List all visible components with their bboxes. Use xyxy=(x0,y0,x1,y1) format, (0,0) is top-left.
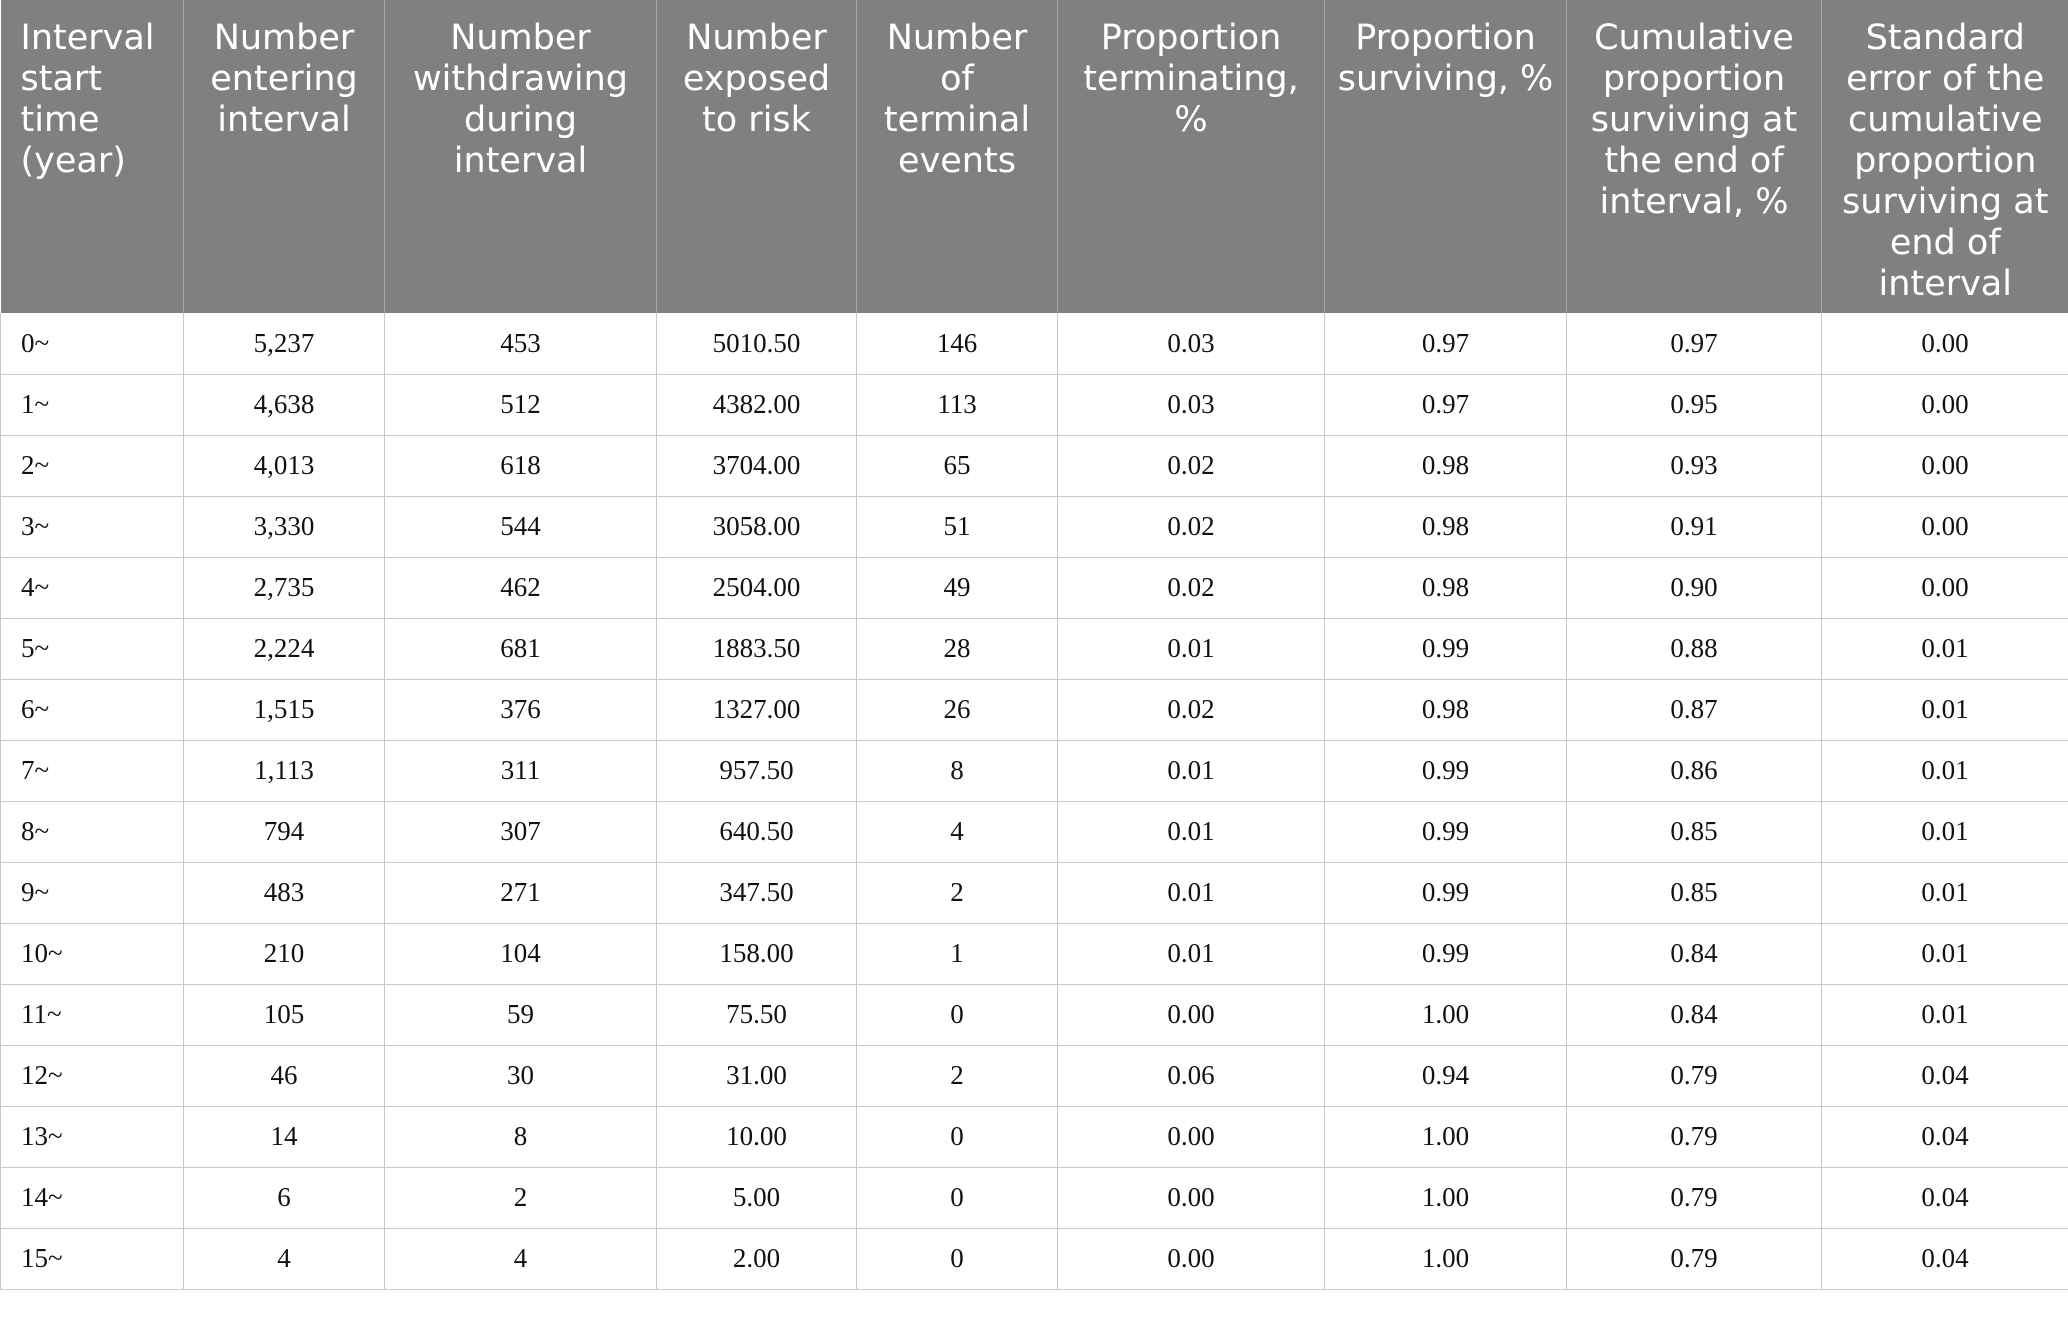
cell-number-exposed: 3058.00 xyxy=(657,496,857,557)
cell-cumulative-proportion: 0.79 xyxy=(1567,1167,1822,1228)
cell-number-withdrawing: 59 xyxy=(385,984,657,1045)
cell-proportion-surviving: 0.99 xyxy=(1325,862,1567,923)
cell-number-entering: 2,735 xyxy=(184,557,385,618)
table-row xyxy=(1,1106,2068,1167)
cell-standard-error: 0.01 xyxy=(1822,679,2068,740)
cell-number-withdrawing: 30 xyxy=(385,1045,657,1106)
cell-terminal-events: 4 xyxy=(857,801,1058,862)
header-interval-start-time: Interval start time (year) xyxy=(1,0,184,313)
cell-proportion-surviving: 0.98 xyxy=(1325,679,1567,740)
cell-number-withdrawing: 104 xyxy=(385,923,657,984)
table-row xyxy=(1,862,2068,923)
cell-proportion-surviving: 0.98 xyxy=(1325,496,1567,557)
cell-number-withdrawing: 2 xyxy=(385,1167,657,1228)
cell-proportion-surviving: 0.97 xyxy=(1325,313,1567,374)
cell-number-exposed: 5.00 xyxy=(657,1167,857,1228)
cell-terminal-events: 113 xyxy=(857,374,1058,435)
cell-number-exposed: 10.00 xyxy=(657,1106,857,1167)
table-row xyxy=(1,1045,2068,1106)
cell-interval-start: 14~ xyxy=(1,1167,184,1228)
cell-standard-error: 0.01 xyxy=(1822,618,2068,679)
cell-number-entering: 6 xyxy=(184,1167,385,1228)
cell-number-withdrawing: 462 xyxy=(385,557,657,618)
cell-number-entering: 794 xyxy=(184,801,385,862)
cell-number-entering: 1,113 xyxy=(184,740,385,801)
table-row xyxy=(1,557,2068,618)
cell-proportion-surviving: 1.00 xyxy=(1325,1106,1567,1167)
cell-number-entering: 3,330 xyxy=(184,496,385,557)
cell-cumulative-proportion: 0.85 xyxy=(1567,862,1822,923)
cell-interval-start: 4~ xyxy=(1,557,184,618)
cell-proportion-terminating: 0.01 xyxy=(1058,801,1325,862)
cell-standard-error: 0.01 xyxy=(1822,801,2068,862)
header-row xyxy=(1,0,2068,313)
cell-proportion-terminating: 0.00 xyxy=(1058,1228,1325,1289)
cell-number-entering: 14 xyxy=(184,1106,385,1167)
cell-interval-start: 15~ xyxy=(1,1228,184,1289)
header-number-exposed: Number exposed to risk xyxy=(657,0,857,313)
cell-number-withdrawing: 307 xyxy=(385,801,657,862)
cell-number-withdrawing: 8 xyxy=(385,1106,657,1167)
cell-proportion-surviving: 0.99 xyxy=(1325,740,1567,801)
table-row xyxy=(1,801,2068,862)
cell-terminal-events: 51 xyxy=(857,496,1058,557)
cell-terminal-events: 0 xyxy=(857,1228,1058,1289)
cell-terminal-events: 28 xyxy=(857,618,1058,679)
cell-proportion-surviving: 1.00 xyxy=(1325,984,1567,1045)
cell-number-exposed: 75.50 xyxy=(657,984,857,1045)
cell-terminal-events: 26 xyxy=(857,679,1058,740)
cell-number-entering: 483 xyxy=(184,862,385,923)
cell-interval-start: 3~ xyxy=(1,496,184,557)
cell-terminal-events: 65 xyxy=(857,435,1058,496)
table-row xyxy=(1,496,2068,557)
cell-number-exposed: 3704.00 xyxy=(657,435,857,496)
cell-proportion-terminating: 0.01 xyxy=(1058,740,1325,801)
cell-number-withdrawing: 618 xyxy=(385,435,657,496)
cell-standard-error: 0.04 xyxy=(1822,1228,2068,1289)
table-row xyxy=(1,679,2068,740)
cell-proportion-terminating: 0.00 xyxy=(1058,984,1325,1045)
cell-proportion-surviving: 0.99 xyxy=(1325,923,1567,984)
cell-proportion-surviving: 0.98 xyxy=(1325,435,1567,496)
table-body xyxy=(1,313,2068,1289)
cell-proportion-terminating: 0.02 xyxy=(1058,435,1325,496)
cell-number-withdrawing: 544 xyxy=(385,496,657,557)
cell-proportion-terminating: 0.03 xyxy=(1058,313,1325,374)
cell-terminal-events: 49 xyxy=(857,557,1058,618)
cell-number-exposed: 2.00 xyxy=(657,1228,857,1289)
header-cumulative-proportion: Cumulative proportion surviving at the end of interval, % xyxy=(1567,0,1822,313)
cell-number-exposed: 1883.50 xyxy=(657,618,857,679)
table-row xyxy=(1,740,2068,801)
cell-interval-start: 7~ xyxy=(1,740,184,801)
table-row xyxy=(1,435,2068,496)
cell-cumulative-proportion: 0.84 xyxy=(1567,923,1822,984)
cell-standard-error: 0.01 xyxy=(1822,740,2068,801)
table-row xyxy=(1,1167,2068,1228)
cell-standard-error: 0.04 xyxy=(1822,1106,2068,1167)
cell-cumulative-proportion: 0.90 xyxy=(1567,557,1822,618)
cell-standard-error: 0.01 xyxy=(1822,984,2068,1045)
cell-proportion-surviving: 0.97 xyxy=(1325,374,1567,435)
cell-standard-error: 0.04 xyxy=(1822,1167,2068,1228)
cell-proportion-terminating: 0.02 xyxy=(1058,496,1325,557)
header-proportion-terminating: Proportion terminating, % xyxy=(1058,0,1325,313)
cell-interval-start: 1~ xyxy=(1,374,184,435)
cell-terminal-events: 0 xyxy=(857,984,1058,1045)
cell-interval-start: 9~ xyxy=(1,862,184,923)
cell-terminal-events: 0 xyxy=(857,1106,1058,1167)
cell-number-exposed: 347.50 xyxy=(657,862,857,923)
cell-cumulative-proportion: 0.84 xyxy=(1567,984,1822,1045)
cell-number-exposed: 640.50 xyxy=(657,801,857,862)
cell-proportion-terminating: 0.02 xyxy=(1058,557,1325,618)
cell-proportion-terminating: 0.01 xyxy=(1058,618,1325,679)
cell-number-exposed: 1327.00 xyxy=(657,679,857,740)
cell-number-entering: 4 xyxy=(184,1228,385,1289)
cell-cumulative-proportion: 0.91 xyxy=(1567,496,1822,557)
cell-interval-start: 13~ xyxy=(1,1106,184,1167)
cell-cumulative-proportion: 0.93 xyxy=(1567,435,1822,496)
table-row xyxy=(1,923,2068,984)
table-row xyxy=(1,313,2068,374)
cell-cumulative-proportion: 0.88 xyxy=(1567,618,1822,679)
cell-cumulative-proportion: 0.79 xyxy=(1567,1106,1822,1167)
cell-proportion-terminating: 0.01 xyxy=(1058,862,1325,923)
cell-number-exposed: 31.00 xyxy=(657,1045,857,1106)
cell-cumulative-proportion: 0.87 xyxy=(1567,679,1822,740)
cell-standard-error: 0.01 xyxy=(1822,923,2068,984)
cell-interval-start: 0~ xyxy=(1,313,184,374)
cell-proportion-surviving: 1.00 xyxy=(1325,1228,1567,1289)
cell-number-entering: 4,013 xyxy=(184,435,385,496)
cell-cumulative-proportion: 0.85 xyxy=(1567,801,1822,862)
cell-proportion-terminating: 0.01 xyxy=(1058,923,1325,984)
cell-proportion-terminating: 0.00 xyxy=(1058,1167,1325,1228)
cell-terminal-events: 8 xyxy=(857,740,1058,801)
cell-number-exposed: 2504.00 xyxy=(657,557,857,618)
header-proportion-surviving: Proportion surviving, % xyxy=(1325,0,1567,313)
cell-proportion-terminating: 0.06 xyxy=(1058,1045,1325,1106)
cell-cumulative-proportion: 0.79 xyxy=(1567,1228,1822,1289)
cell-cumulative-proportion: 0.86 xyxy=(1567,740,1822,801)
cell-interval-start: 12~ xyxy=(1,1045,184,1106)
cell-standard-error: 0.00 xyxy=(1822,435,2068,496)
cell-terminal-events: 1 xyxy=(857,923,1058,984)
header-standard-error: Standard error of the cumulative proportion surviving at end of interval xyxy=(1822,0,2068,313)
cell-proportion-terminating: 0.02 xyxy=(1058,679,1325,740)
cell-interval-start: 6~ xyxy=(1,679,184,740)
table-row xyxy=(1,618,2068,679)
cell-terminal-events: 2 xyxy=(857,862,1058,923)
cell-cumulative-proportion: 0.79 xyxy=(1567,1045,1822,1106)
cell-interval-start: 5~ xyxy=(1,618,184,679)
cell-number-withdrawing: 512 xyxy=(385,374,657,435)
cell-interval-start: 11~ xyxy=(1,984,184,1045)
cell-proportion-terminating: 0.00 xyxy=(1058,1106,1325,1167)
cell-standard-error: 0.04 xyxy=(1822,1045,2068,1106)
cell-proportion-terminating: 0.03 xyxy=(1058,374,1325,435)
header-terminal-events: Number of terminal events xyxy=(857,0,1058,313)
table-header xyxy=(1,0,2068,313)
cell-number-entering: 1,515 xyxy=(184,679,385,740)
cell-terminal-events: 146 xyxy=(857,313,1058,374)
cell-number-exposed: 158.00 xyxy=(657,923,857,984)
cell-interval-start: 8~ xyxy=(1,801,184,862)
cell-standard-error: 0.00 xyxy=(1822,557,2068,618)
cell-standard-error: 0.00 xyxy=(1822,374,2068,435)
table-row xyxy=(1,984,2068,1045)
cell-interval-start: 2~ xyxy=(1,435,184,496)
cell-proportion-surviving: 0.94 xyxy=(1325,1045,1567,1106)
cell-terminal-events: 2 xyxy=(857,1045,1058,1106)
cell-terminal-events: 0 xyxy=(857,1167,1058,1228)
cell-number-withdrawing: 376 xyxy=(385,679,657,740)
cell-cumulative-proportion: 0.97 xyxy=(1567,313,1822,374)
cell-number-exposed: 957.50 xyxy=(657,740,857,801)
cell-number-exposed: 5010.50 xyxy=(657,313,857,374)
table-row xyxy=(1,1228,2068,1289)
cell-standard-error: 0.00 xyxy=(1822,496,2068,557)
cell-proportion-surviving: 0.99 xyxy=(1325,618,1567,679)
header-number-withdrawing: Number withdrawing during interval xyxy=(385,0,657,313)
cell-standard-error: 0.00 xyxy=(1822,313,2068,374)
table-row xyxy=(1,374,2068,435)
cell-number-entering: 210 xyxy=(184,923,385,984)
header-number-entering: Number entering interval xyxy=(184,0,385,313)
cell-number-entering: 105 xyxy=(184,984,385,1045)
cell-cumulative-proportion: 0.95 xyxy=(1567,374,1822,435)
cell-number-entering: 4,638 xyxy=(184,374,385,435)
cell-number-entering: 2,224 xyxy=(184,618,385,679)
cell-number-withdrawing: 4 xyxy=(385,1228,657,1289)
cell-number-withdrawing: 453 xyxy=(385,313,657,374)
cell-number-withdrawing: 311 xyxy=(385,740,657,801)
cell-proportion-surviving: 1.00 xyxy=(1325,1167,1567,1228)
cell-standard-error: 0.01 xyxy=(1822,862,2068,923)
cell-number-entering: 46 xyxy=(184,1045,385,1106)
cell-number-withdrawing: 681 xyxy=(385,618,657,679)
cell-proportion-surviving: 0.99 xyxy=(1325,801,1567,862)
cell-proportion-surviving: 0.98 xyxy=(1325,557,1567,618)
cell-number-entering: 5,237 xyxy=(184,313,385,374)
cell-interval-start: 10~ xyxy=(1,923,184,984)
cell-number-withdrawing: 271 xyxy=(385,862,657,923)
cell-number-exposed: 4382.00 xyxy=(657,374,857,435)
